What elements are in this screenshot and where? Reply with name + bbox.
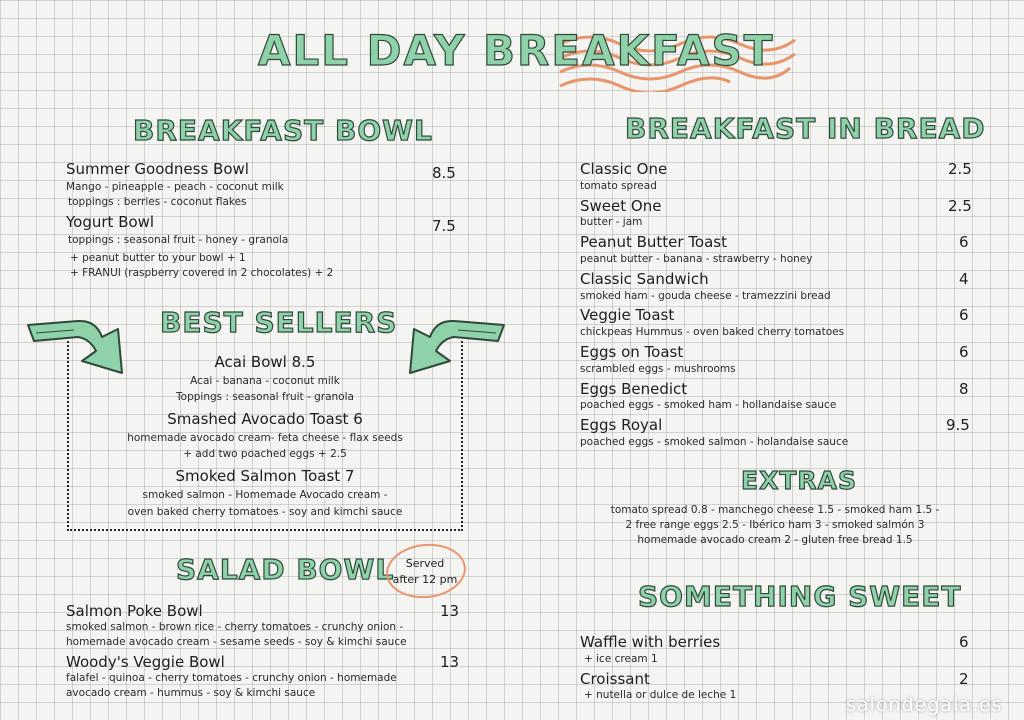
menu-item-price: 13 [440,653,460,671]
menu-item-price: 6 [959,633,969,651]
best-seller-name: Smoked Salmon Toast 7 [175,467,355,485]
menu-item-name: Classic One [580,160,668,178]
menu-item-desc: peanut butter - banana - strawberry - honey [580,253,813,265]
menu-item-name: Eggs Royal [580,416,663,434]
menu-item-price: 2 [959,670,969,688]
menu-item-name: Peanut Butter Toast [580,233,727,251]
menu-item-price: 6 [959,343,969,361]
section-title-extras: EXTRAS [741,466,858,495]
menu-item-price: 13 [440,602,460,620]
menu-item-name: Yogurt Bowl [66,213,155,231]
extras-line: homemade avocado cream 2 - gluten free bread 1.5 [637,534,913,546]
menu-item-price: 2.5 [948,160,972,178]
extras-line: 2 free range eggs 2.5 - Ibérico ham 3 - smoked salmón 3 [625,519,925,531]
menu-item-desc: scrambled eggs - mushrooms [580,363,736,375]
menu-item-price: 8.5 [432,164,456,182]
menu-item-name: Eggs on Toast [580,343,684,361]
menu-item-price: 7.5 [432,217,456,235]
menu-item-desc: falafel - quinoa - cherry tomatoes - crunchy onion - homemade [66,672,397,684]
watermark: salondegala.es [846,694,1003,716]
menu-item-desc: poached eggs - smoked ham - hollandaise sauce [580,399,837,411]
menu-item-name: Veggie Toast [580,306,675,324]
menu-item-desc: poached eggs - smoked salmon - holandaise sauce [580,436,849,448]
menu-item-desc: smoked salmon - brown rice - cherry tomatoes - crunchy onion - [66,621,404,633]
extras-line: tomato spread 0.8 - manchego cheese 1.5 - smoked ham 1.5 - [610,504,940,516]
menu-item-addon: + FRANUI (raspberry covered in 2 chocolates) + 2 [70,267,334,279]
menu-item-desc: smoked ham - gouda cheese - tramezzini bread [580,290,831,302]
best-seller-name: Acai Bowl 8.5 [214,353,316,371]
section-title-best-sellers: BEST SELLERS [160,306,398,339]
menu-item-price: 2.5 [948,197,972,215]
menu-item-price: 4 [959,270,969,288]
menu-item-desc: + nutella or dulce de leche 1 [584,689,737,701]
menu-item-name: Sweet One [580,197,662,215]
menu-item-price: 9.5 [946,416,970,434]
section-title-salad-bowl: SALAD BOWL [176,553,395,586]
menu-item-desc: homemade avocado cream - sesame seeds - soy & kimchi sauce [66,636,407,648]
menu-item-desc: toppings : berries - coconut flakes [68,196,247,208]
menu-item-name: Eggs Benedict [580,380,688,398]
menu-item-name: Croissant [580,670,650,688]
menu-item-addon: + peanut butter to your bowl + 1 [70,252,246,264]
menu-item-name: Salmon Poke Bowl [66,602,203,620]
menu-item-price: 6 [959,233,969,251]
best-seller-desc: smoked salmon - Homemade Avocado cream - [142,489,388,501]
section-title-something-sweet: SOMETHING SWEET [638,580,962,613]
menu-item-price: 6 [959,306,969,324]
menu-item-desc: avocado cream - hummus - soy & kimchi sauce [66,687,316,699]
menu-item-name: Waffle with berries [580,633,721,651]
menu-item-desc: butter - jam [580,216,643,228]
menu-title: ALL DAY BREAKFAST [258,26,775,75]
menu-item-name: Classic Sandwich [580,270,709,288]
best-seller-name: Smashed Avocado Toast 6 [167,410,363,428]
best-seller-desc: homemade avocado cream- feta cheese - flax seeds [127,432,403,444]
section-title-breakfast-in-bread: BREAKFAST IN BREAD [625,112,986,145]
menu-item-desc: Mango - pineapple - peach - coconut milk [66,181,284,193]
best-seller-desc: Toppings : seasonal fruit - granola [176,391,354,403]
menu-item-desc: tomato spread [580,180,657,192]
best-seller-desc: Acai - banana - coconut milk [190,375,340,387]
menu-item-name: Summer Goodness Bowl [66,160,249,178]
best-seller-desc: + add two poached eggs + 2.5 [183,448,347,460]
served-note: Served [405,557,445,570]
served-note: after 12 pm [392,573,458,586]
menu-item-name: Woody's Veggie Bowl [66,653,225,671]
section-title-breakfast-bowl: BREAKFAST BOWL [133,114,433,147]
best-seller-desc: oven baked cherry tomatoes - soy and kimchi sauce [127,506,403,518]
menu-item-price: 8 [959,380,969,398]
menu-item-desc: + ice cream 1 [584,653,658,665]
menu-item-desc: toppings : seasonal fruit - honey - granola [68,234,289,246]
menu-item-desc: chickpeas Hummus - oven baked cherry tomatoes [580,326,845,338]
